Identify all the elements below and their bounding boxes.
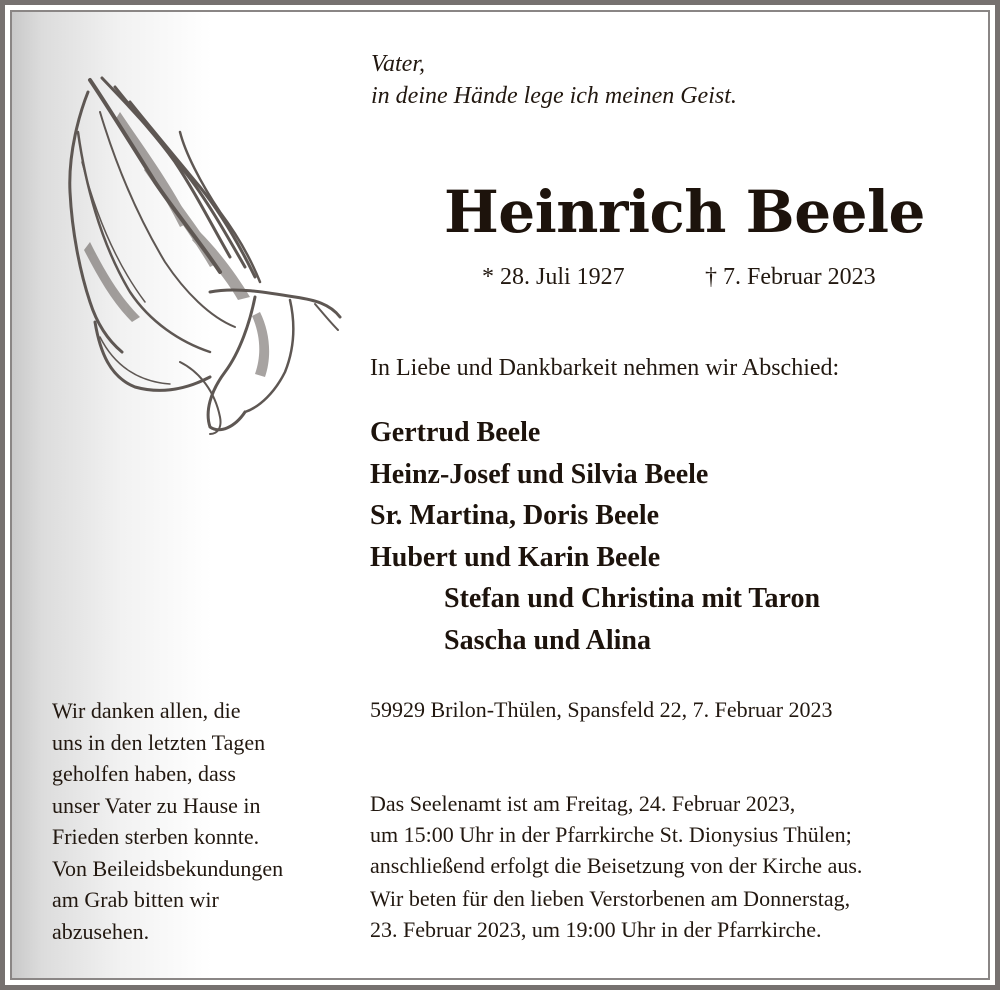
service-info <box>370 788 862 881</box>
death-date: † 7. Februar 2023 <box>705 264 876 290</box>
mourner-name-grandchild: Sascha und Alina <box>444 624 651 656</box>
thanks-line: uns in den letzten Tagen <box>52 729 266 755</box>
thanks-line: Frieden sterben konnte. <box>52 824 260 849</box>
thanks-line: abzusehen. <box>52 918 150 944</box>
thanks-line: geholfen haben, dass <box>52 761 236 786</box>
thanks-line: unser Vater zu Hause in <box>52 792 261 818</box>
mourner-name: Gertrud Beele <box>370 417 541 448</box>
service-line: anschließend erfolgt die Beisetzung von der Kirche aus. <box>370 853 863 878</box>
thanks-note <box>52 695 283 947</box>
service-line: um 15:00 Uhr in der Pfarrkirche St. Dionysius Thülen; <box>370 822 852 847</box>
prayer-info <box>370 883 850 945</box>
thanks-line: am Grab bitten wir <box>52 887 219 912</box>
bible-quote <box>371 48 737 112</box>
quote-line-2: in deine Hände lege ich meinen Geist. <box>371 83 737 109</box>
mourners-list <box>370 412 820 661</box>
mourner-name-grandchild: Stefan und Christina mit Taron <box>444 583 821 614</box>
service-line: Das Seelenamt ist am Freitag, 24. Februar 2023, <box>370 791 796 816</box>
quote-line-1: Vater, <box>371 51 425 77</box>
praying-hands-icon <box>60 72 345 442</box>
mourner-name: Sr. Martina, Doris Beele <box>370 500 660 531</box>
thanks-line: Von Beileidsbekundungen <box>52 855 284 881</box>
deceased-name: Heinrich Beele <box>444 178 925 246</box>
address-line: 59929 Brilon-Thülen, Spansfeld 22, 7. Februar 2023 <box>370 697 833 722</box>
prayer-line: Wir beten für den lieben Verstorbenen am Donnerstag, <box>370 886 851 911</box>
mourner-name: Hubert und Karin Beele <box>370 541 661 573</box>
thanks-line: Wir danken allen, die <box>52 698 241 723</box>
birth-date: * 28. Juli 1927 <box>482 264 625 290</box>
prayer-line: 23. Februar 2023, um 19:00 Uhr in der Pfarrkirche. <box>370 917 822 942</box>
mourner-name: Heinz-Josef und Silvia Beele <box>370 458 709 490</box>
farewell-line: In Liebe und Dankbarkeit nehmen wir Abschied: <box>370 355 840 381</box>
